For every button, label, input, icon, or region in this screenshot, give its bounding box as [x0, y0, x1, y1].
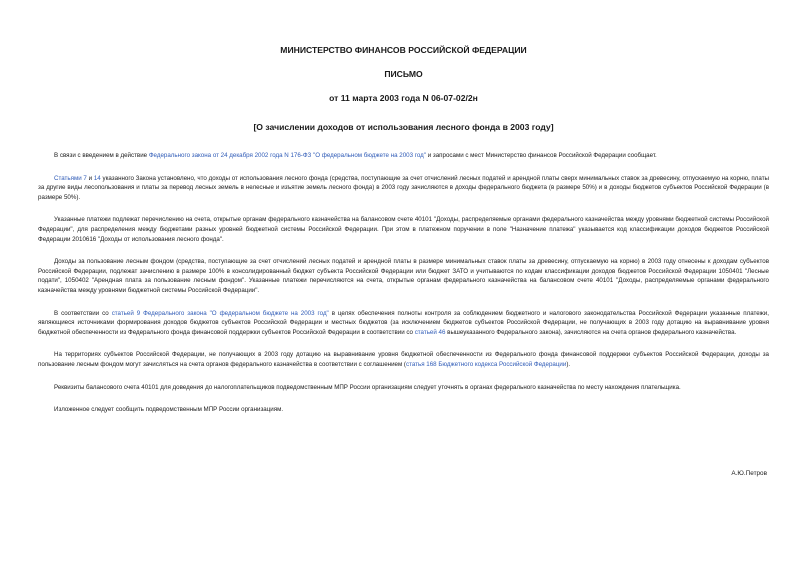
- paragraph-3: Указанные платежи подлежат перечислению на счета, открытые органам федерального казначейства на балансовом счете 40101 "Доходы, распределяемые органами федерального казначейства между уровнями бюджетной системы Российской Федерации", для распределения между бюджетами разных уровней бюджетной системы Российской Федерации. При этом в платежном поручении в поле "Назначение платежа" указывается код классификации доходов бюджетов Российской Федерации 2010616 "Доходы от использования лесного фонда".: [38, 216, 769, 243]
- federal-law-176-link[interactable]: Федерального закона от 24 декабря 2002 года N 176-ФЗ "О федеральном бюджете на 2003 год": [148, 152, 426, 159]
- paragraph-1: В связи с введением в действие Федерального закона от 24 декабря 2002 года N 176-ФЗ "О федеральном бюджете на 2003 год" и запросами с мест Министерство финансов Российской Федерации сообщает.: [54, 152, 657, 159]
- ministry-title: МИНИСТЕРСТВО ФИНАНСОВ РОССИЙСКОЙ ФЕДЕРАЦИИ: [280, 45, 527, 55]
- document-type: ПИСЬМО: [384, 69, 423, 79]
- document-date-number: от 11 марта 2003 года N 06-07-02/2н: [329, 93, 478, 103]
- document-body: [38, 151, 769, 428]
- budget-code-article-168-link[interactable]: статья 168 Бюджетного кодекса Российской Федерации: [406, 360, 567, 368]
- paragraph-2: Статьями 7 и 14 указанного Закона установлено, что доходы от использования лесного фонда (средства, поступающие за счет отчислений лесных податей и арендной платы сверх минимальных ставок за древесину, отпускаемую на корню, платы за другие виды лесопользования и платы за перевод лесных земель в нелесные и изъятие земель лесного фонда) в 2003 году зачисляются в доходы федерального бюджета (в размере 50%) и в доходы бюджетов субъектов Российской Федерации (в размере 50%).: [38, 174, 769, 201]
- signature: А.Ю.Петров: [731, 470, 767, 477]
- article-9-link[interactable]: статьей 9 Федерального закона "О федеральном бюджете на 2003 год": [111, 309, 329, 317]
- article-7-link[interactable]: Статьями 7: [54, 174, 87, 182]
- document-subject: [О зачислении доходов от использования лесного фонда в 2003 году]: [253, 122, 554, 132]
- article-14-link[interactable]: 14: [93, 174, 101, 182]
- paragraph-6: На территориях субъектов Российской Федерации, не получающих в 2003 году дотацию на выравнивание уровня бюджетной обеспеченности из Федерального фонда финансовой поддержки субъектов Российской Федерации, доходы за пользование лесным фондом могут зачисляться на счета органов федерального казначейства в соответствии с соглашением (статья 168 Бюджетного кодекса Российской Федерации).: [38, 351, 769, 368]
- paragraph-7: Реквизиты балансового счета 40101 для доведения до налогоплательщиков подведомственным МПР России организациям следует уточнять в органах федерального казначейства по месту нахождения плательщика.: [54, 383, 681, 391]
- paragraph-4: Доходы за пользование лесным фондом (средства, поступающие за счет отчислений лесных податей и арендной платы в размере минимальных ставок платы за древесину, отпускаемую на корню) в 2003 году отнесены к доходам субъектов Российской Федерации, подлежат зачислению в размере 100% в консолидированный бюджет субъекта Российской Федерации или бюджет ЗАТО и учитываются по кодам классификации доходов бюджетов Российской Федерации 1050401 "Лесные подати", 1050402 "Арендная плата за пользование лесным фондом". Указанные платежи перечисляются на счета, открытые органам федерального казначейства на балансовом счете 40101 "Доходы, распределяемые органами федерального казначейства между уровнями бюджетной системы Российской Федерации".: [38, 258, 769, 294]
- article-46-link[interactable]: статьей 46: [414, 328, 446, 336]
- paragraph-8: Изложенное следует сообщить подведомственным МПР России организациям.: [54, 406, 284, 414]
- paragraph-5: В соответствии со статьей 9 Федерального закона "О федеральном бюджете на 2003 год" в целях обеспечения полноты контроля за соблюдением бюджетного и налогового законодательства Российской Федерации указанные платежи, являющиеся источниками формирования доходов бюджетов субъектов Российской Федерации и местных бюджетов (за исключением бюджетов субъектов Российской Федерации, не получающих в 2003 году дотацию на выравнивание уровня бюджетной обеспеченности из Федерального фонда финансовой поддержки субъектов Российской Федерации в соответствии со статьей 46 вышеуказанного Федерального закона), зачисляются на счета органов федерального казначейства.: [38, 309, 769, 336]
